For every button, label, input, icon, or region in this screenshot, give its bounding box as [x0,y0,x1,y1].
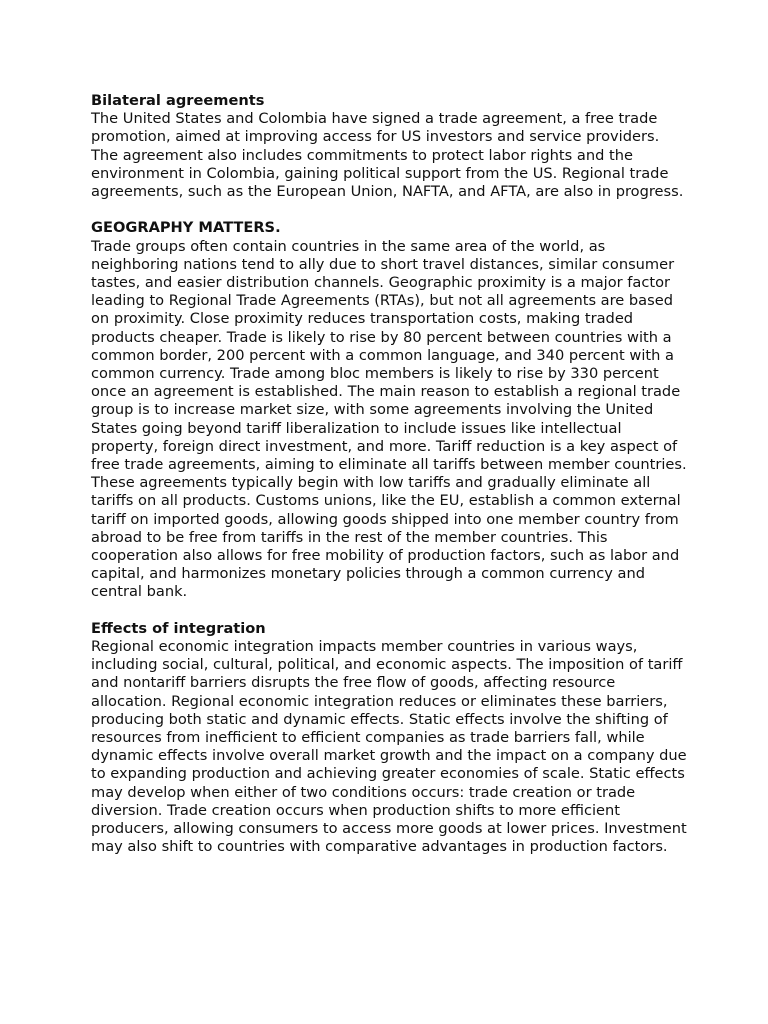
section-paragraph: Regional economic integration impacts member countries in various ways, including social, cultural, political, and economic aspects. The imposition of tariff and nontariff barriers disrupts the free flow of goods, affecting resource allocation. Regional economic integration reduces or eliminates these barriers, producing both static and dynamic effects. Static effects involve the shifting of resources from inefficient to efficient companies as trade barriers fall, while dynamic effects involve overall market growth and the impact on a company due to expanding production and achieving greater economies of scale. Static effects may develop when either of two conditions occurs: trade creation or trade diversion. Trade creation occurs when production shifts to more efficient producers, allowing consumers to access more goods at lower prices. Investment may also shift to countries with comparative advantages in production factors. [91,638,687,856]
section-paragraph: Trade groups often contain countries in the same area of the world, as neighboring nations tend to ally due to short travel distances, similar consumer tastes, and easier distribution channels. Geographic proximity is a major factor leading to Regional Trade Agreements (RTAs), but not all agreements are based on proximity. Close proximity reduces transportation costs, making traded products cheaper. Trade is likely to rise by 80 percent between countries with a common border, 200 percent with a common language, and 340 percent with a common currency. Trade among bloc members is likely to rise by 330 percent once an agreement is established. The main reason to establish a regional trade group is to increase market size, with some agreements involving the United States going beyond tariff liberalization to include issues like intellectual property, foreign direct investment, and more. Tariff reduction is a key aspect of free trade agreements, aiming to eliminate all tariffs between member countries. These agreements typically begin with low tariffs and gradually eliminate all tariffs on all products. Customs unions, like the EU, establish a common external tariff on imported goods, allowing goods shipped into one member country from abroad to be free from tariffs in the rest of the member countries. This cooperation also allows for free mobility of production factors, such as labor and capital, and harmonizes monetary policies through a common currency and central bank. [91,237,687,601]
section-heading: Bilateral agreements [91,92,265,109]
section-paragraph: The United States and Colombia have signed a trade agreement, a free trade promotion, aimed at improving access for US investors and service providers. The agreement also includes commitments to protect labor rights and the environment in Colombia, gaining political support from the US. Regional trade agreements, such as the European Union, NAFTA, and AFTA, are also in progress. [91,110,684,201]
document-content [91,92,689,875]
section-effects-of-integration [91,620,689,857]
section-geography-matters [91,219,689,601]
section-heading: GEOGRAPHY MATTERS. [91,219,281,237]
section-bilateral-agreements [91,92,689,201]
section-heading: Effects of integration [91,619,266,637]
